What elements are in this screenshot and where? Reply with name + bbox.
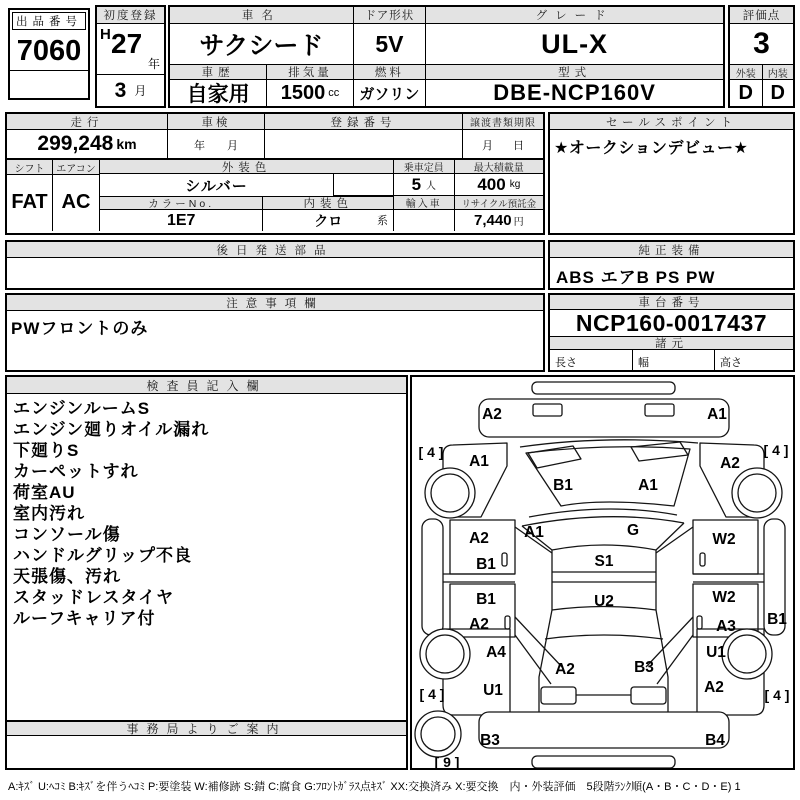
rear-left-door-handle: [505, 616, 510, 629]
inspector-note-item: カーペットすれ: [13, 462, 139, 481]
registration-number-label: 登録番号: [265, 114, 462, 130]
spec-length-label: 長さ: [555, 357, 577, 369]
damage-mark: [ 4 ]: [763, 442, 789, 458]
office-info-value: [7, 736, 406, 768]
legend-text: A:ｷｽﾞ U:ﾍｺﾐ B:ｷｽﾞを伴うﾍｺﾐ P:要塗装 W:補修跡 S:錆 C:腐食 G:ﾌﾛﾝﾄｶﾞﾗｽ点ｷｽﾞ XX:交換済み X:要交換 内・外装評価 5段階ﾗﾝｸ順(A・B・C・D・E) 1: [8, 781, 741, 793]
chassis-value: NCP160-0017437: [575, 310, 768, 336]
interior-color-label: 内装色: [262, 196, 393, 210]
recycle-label: リサイクル預託金: [454, 196, 543, 210]
roof-crossband: [552, 572, 656, 582]
first-registration-year: 27: [111, 28, 143, 59]
damage-mark: S1: [594, 553, 614, 570]
aircon-label: エアコン: [53, 160, 99, 175]
damage-mark: A2: [555, 661, 575, 678]
car-name-value: サクシード: [199, 32, 324, 60]
inspector-note-item: ルーフキャリア付: [13, 609, 156, 628]
displacement-cell: [266, 80, 352, 106]
left-taillight-shape: [541, 687, 576, 704]
damage-mark: A1: [638, 477, 658, 494]
recycle-unit: 円: [513, 217, 524, 228]
damage-mark: A2: [469, 616, 489, 633]
rear-window-curve: [545, 635, 663, 639]
door-shape-value: 5V: [353, 24, 425, 64]
damage-mark: G: [626, 522, 640, 539]
month-suffix: 月: [134, 84, 147, 98]
later-parts-box: [5, 240, 545, 290]
history-label: 車歴: [170, 64, 266, 80]
front-right-door-handle: [700, 553, 705, 566]
right-wiper-shape: [631, 442, 688, 461]
damage-mark: B1: [476, 556, 496, 573]
displacement-label: 排気量: [266, 64, 352, 80]
front-bumper-strip: [532, 382, 675, 394]
mileage-label: 走行: [7, 114, 167, 130]
aircon-cell: [52, 160, 99, 231]
shift-label: シフト: [7, 160, 52, 175]
inspection-month-label: 月: [227, 140, 238, 152]
registration-number-cell: [264, 114, 462, 158]
inspector-box: [5, 375, 408, 770]
interior-color-value: クロ: [314, 212, 343, 229]
lot-number-label: 出品番号: [12, 12, 86, 30]
sales-point-box: [548, 112, 795, 235]
damage-mark: [ 4 ]: [418, 444, 444, 460]
caution-box: [5, 293, 545, 372]
damage-mark: B3: [634, 659, 654, 676]
grade-value: UL-X: [425, 24, 723, 64]
first-registration-month-cell: [97, 74, 164, 106]
import-value-cell: [394, 210, 454, 231]
sales-point-label: セールスポイント: [550, 114, 793, 130]
inspector-label: 検査員記入欄: [7, 377, 406, 394]
damage-mark: [ 4 ]: [764, 687, 790, 703]
lot-number-box: [8, 8, 90, 100]
chassis-label: 車台番号: [550, 295, 793, 310]
mileage-table: [5, 112, 545, 235]
max-load-unit: kg: [509, 179, 521, 190]
spec-label: 諸元: [550, 336, 793, 350]
oem-equipment-label: 純正装備: [550, 242, 793, 258]
damage-mark: A1: [707, 406, 727, 423]
damage-mark: A1: [469, 453, 489, 470]
damage-mark: B4: [705, 732, 725, 749]
inspector-note-item: コンソール傷: [13, 525, 121, 544]
sales-point-value: ★オークションデビュー★: [554, 140, 749, 157]
max-load-value: 400: [477, 174, 506, 194]
damage-mark: A2: [704, 679, 724, 696]
mileage-cell: [7, 114, 167, 158]
oem-equipment-box: [548, 240, 795, 290]
interior-grade-value: D: [762, 80, 794, 106]
import-label: 輸入車: [394, 196, 454, 210]
transfer-day-label: 日: [513, 140, 524, 152]
displacement-value: 1500: [280, 81, 326, 104]
inspector-note-item: 天張傷、汚れ: [13, 567, 121, 586]
exterior-grade-label: 外装: [730, 64, 762, 80]
year-suffix: 年: [147, 57, 160, 71]
model-code-value: DBE-NCP160V: [425, 80, 723, 106]
exterior-color-label: 外装色: [100, 160, 393, 174]
damage-mark: A3: [716, 618, 736, 635]
left-wiper-shape: [528, 446, 581, 468]
windshield-side-lines: [522, 523, 684, 550]
shift-value: FAT: [11, 190, 48, 213]
rear-right-door-handle: [697, 616, 702, 629]
inspection-year-label: 年: [194, 140, 205, 152]
damage-mark: U2: [594, 593, 614, 610]
registration-number-value: [265, 130, 462, 156]
later-parts-label: 後日発送部品: [7, 242, 543, 258]
inspection-label: 車検: [168, 114, 264, 130]
fuel-label: 燃料: [353, 64, 425, 80]
damage-mark: W2: [712, 589, 736, 606]
capacity-value: 5: [411, 174, 422, 194]
damage-mark: U1: [483, 682, 503, 699]
shift-cell: [7, 160, 52, 231]
door-shape-label: ドア形状: [353, 7, 425, 24]
score-box: [728, 5, 795, 108]
b-pillar-bands: [443, 574, 764, 582]
interior-color-suffix: 系: [377, 215, 388, 227]
first-registration-year-cell: [97, 24, 164, 74]
caution-value: PWフロントのみ: [11, 319, 149, 338]
rear-bumper-shape: [479, 712, 729, 748]
inspector-note-item: エンジンルームS: [13, 399, 151, 418]
damage-mark: A1: [524, 524, 544, 541]
inspector-note-item: スタッドレスタイヤ: [13, 588, 175, 607]
history-value: 自家用: [186, 83, 250, 106]
damage-mark: W2: [712, 531, 736, 548]
damage-mark: B3: [480, 732, 500, 749]
exterior-color-value: シルバー: [185, 177, 248, 195]
hood-shape: [526, 447, 690, 506]
transfer-month-label: 月: [482, 140, 493, 152]
office-info-label: 事務局よりご案内: [7, 720, 406, 736]
damage-mark: B1: [767, 611, 787, 628]
color-no-label: カラーNo.: [100, 196, 262, 210]
spec-width-label: 幅: [632, 350, 714, 370]
damage-mark: [ 4 ]: [419, 686, 445, 702]
first-registration-month: 3: [114, 78, 127, 102]
damage-mark: [ 9 ]: [434, 754, 460, 768]
mileage-value: 299,248: [37, 132, 114, 155]
inspector-note-item: 下廻りS: [13, 441, 80, 460]
aircon-value: AC: [61, 190, 91, 213]
inspection-cell: [167, 114, 264, 158]
damage-mark: U1: [706, 644, 726, 661]
spec-height-label: 高さ: [714, 350, 793, 370]
right-taillight-shape: [631, 687, 666, 704]
damage-mark: A2: [469, 530, 489, 547]
car-diagram-svg: [412, 377, 793, 768]
capacity-label: 乗車定員: [394, 160, 454, 174]
lot-number-value: 7060: [16, 34, 82, 67]
capacity-load-block: [393, 160, 543, 231]
interior-color-cell: [262, 210, 393, 231]
displacement-unit: cc: [328, 87, 340, 99]
score-label: 評価点: [730, 7, 793, 24]
mileage-unit: km: [116, 136, 137, 152]
first-registration-label: 初度登録: [97, 7, 164, 24]
front-bumper-shape: [479, 399, 729, 437]
color-no-value: 1E7: [166, 211, 196, 229]
lot-empty-cell: [10, 70, 88, 102]
exterior-grade-value: D: [738, 81, 753, 104]
inspector-note-item: エンジン廻りオイル漏れ: [13, 420, 210, 439]
car-name-label: 車名: [170, 7, 353, 24]
transfer-deadline-cell: [462, 114, 543, 158]
damage-mark: B1: [553, 477, 573, 494]
damage-mark: B1: [476, 591, 496, 608]
capacity-unit: 人: [426, 181, 437, 192]
inspector-notes-list: [7, 394, 406, 633]
chassis-box: [548, 293, 795, 372]
rear-bumper-strip: [532, 756, 675, 768]
caution-label: 注意事項欄: [7, 295, 543, 311]
damage-mark: A4: [486, 644, 506, 661]
grade-label: グレード: [425, 7, 723, 24]
front-left-door-handle: [502, 553, 507, 566]
model-code-label: 型式: [425, 64, 723, 80]
damage-mark: A2: [482, 406, 502, 423]
fuel-value: ガソリン: [353, 80, 425, 106]
exterior-color-extra-cell: [333, 174, 393, 196]
damage-mark: A2: [720, 455, 740, 472]
max-load-label: 最大積載量: [454, 160, 543, 174]
score-value: 3: [753, 27, 770, 60]
color-block: [99, 160, 393, 231]
windshield-base-curves: [522, 509, 684, 526]
inspector-note-item: 室内汚れ: [13, 504, 85, 523]
vehicle-top-table: [168, 5, 725, 108]
left-sill-shape: [422, 519, 443, 635]
recycle-value: 7,440: [474, 212, 512, 229]
oem-equipment-value: ABS エアB PS PW: [556, 268, 716, 287]
inspector-note-item: ハンドルグリップ不良: [13, 546, 192, 565]
era-code: H: [100, 26, 111, 43]
transfer-deadline-label: 譲渡書類期限: [463, 114, 543, 130]
car-diagram-panel: [410, 375, 795, 770]
c-pillar-lines: [515, 617, 693, 684]
first-registration-box: [95, 5, 166, 108]
inspector-note-item: 荷室AU: [13, 483, 76, 502]
interior-grade-label: 内装: [762, 64, 794, 80]
